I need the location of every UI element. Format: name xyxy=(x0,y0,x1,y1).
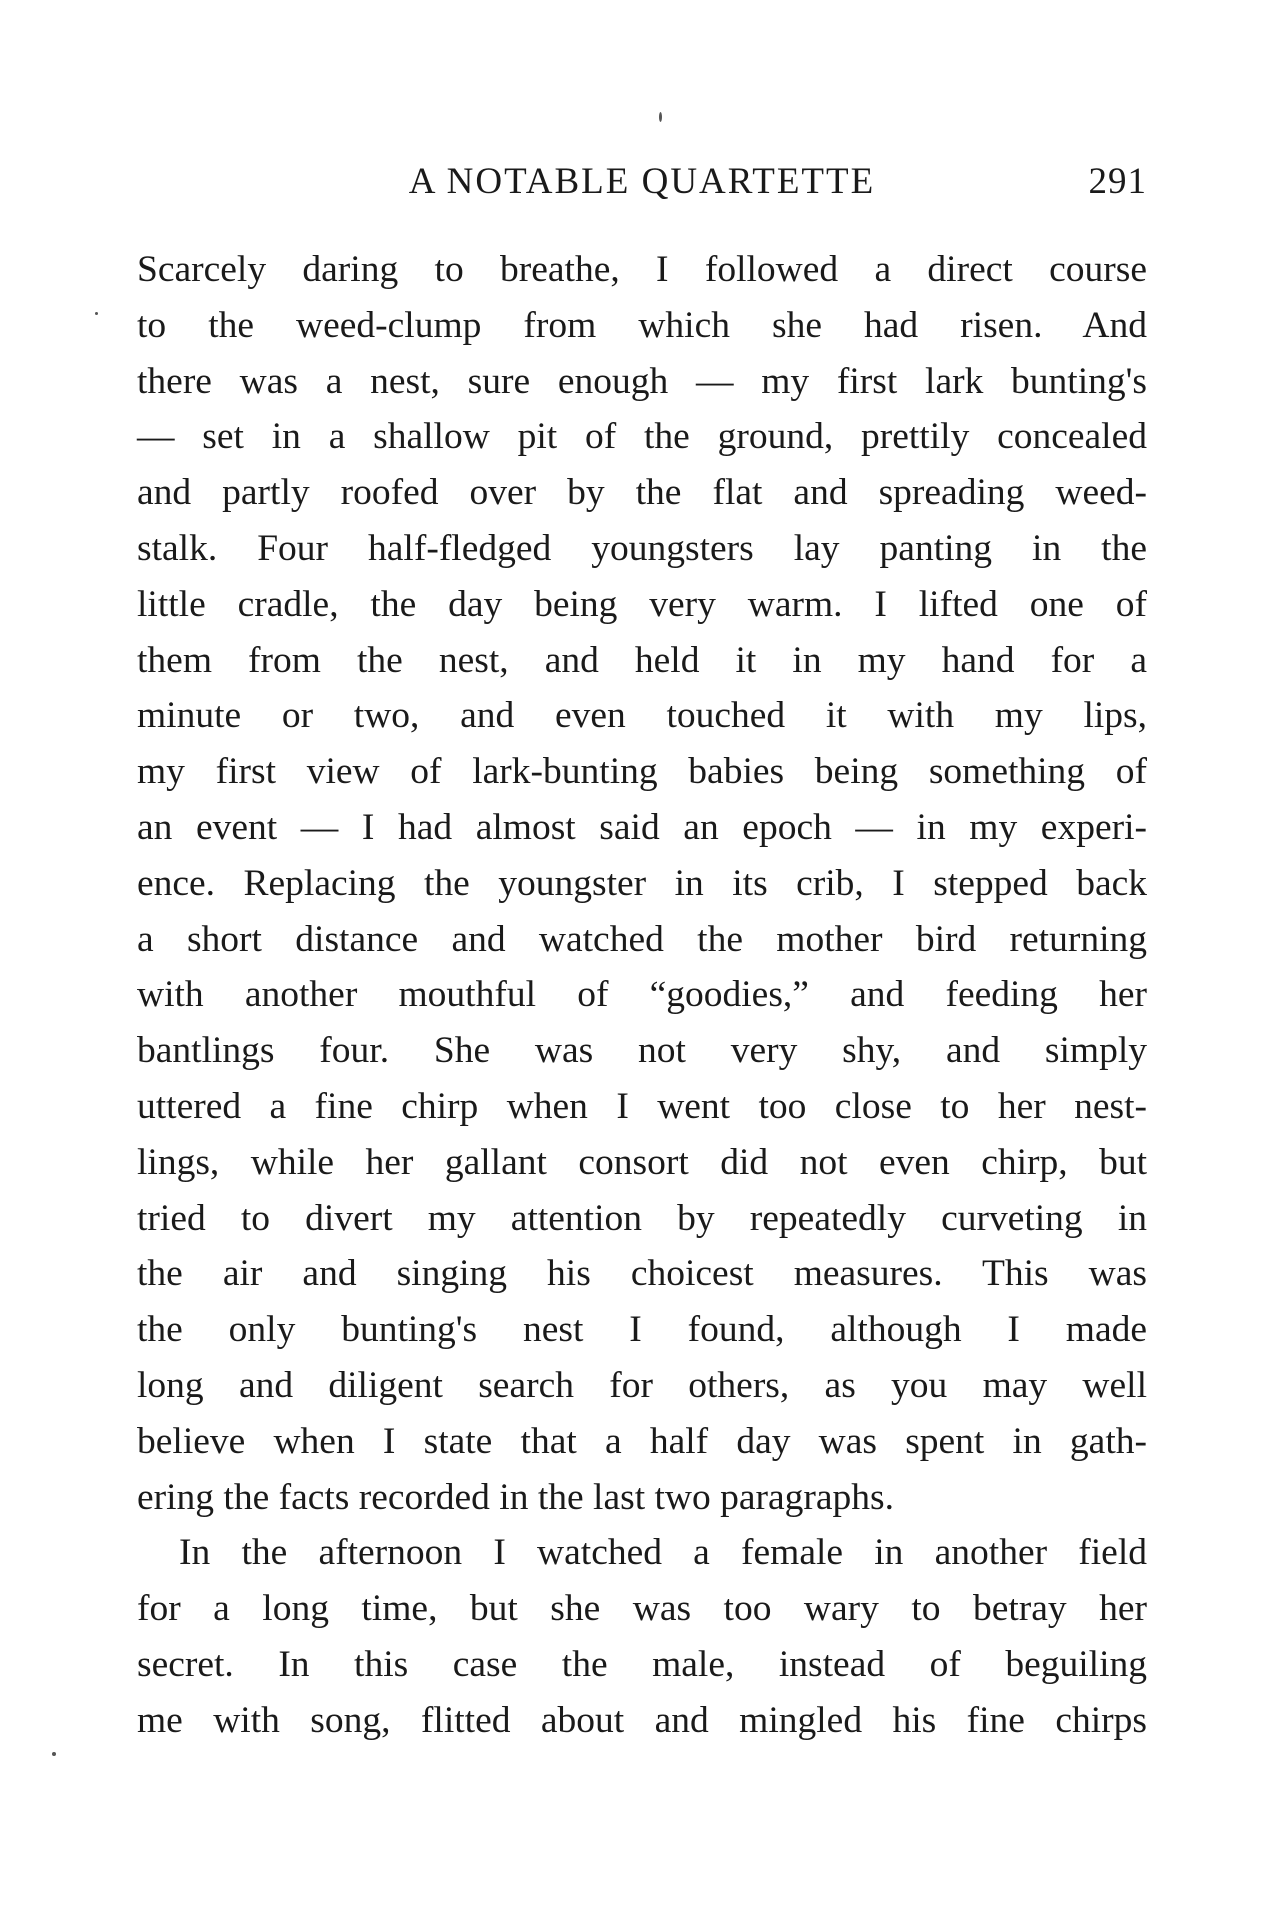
print-speck xyxy=(52,1752,56,1756)
text-line: minute or two, and even touched it with my lips, xyxy=(137,695,1147,737)
paragraph xyxy=(137,1525,1147,1748)
text-line: the only bunting's nest I found, although I made xyxy=(137,1309,1147,1351)
paragraph xyxy=(137,242,1147,1525)
body-text xyxy=(137,242,1147,1749)
text-line: with another mouthful of “goodies,” and feeding her xyxy=(137,974,1147,1016)
text-line: there was a nest, sure enough — my first lark bunting's xyxy=(137,360,1147,402)
text-line: my first view of lark-bunting babies being something of xyxy=(137,751,1147,793)
print-speck xyxy=(95,312,98,315)
text-line: little cradle, the day being very warm. I lifted one of xyxy=(137,583,1147,625)
text-line: In the afternoon I watched a female in another field xyxy=(179,1532,1147,1574)
text-line: stalk. Four half-fledged youngsters lay panting in the xyxy=(137,527,1147,569)
text-line: ering the facts recorded in the last two paragraphs. xyxy=(137,1476,894,1518)
text-line: lings, while her gallant consort did not even chirp, but xyxy=(137,1141,1147,1183)
text-line: an event — I had almost said an epoch — in my experi- xyxy=(137,806,1147,848)
text-line: secret. In this case the male, instead of beguiling xyxy=(137,1643,1147,1685)
text-line: a short distance and watched the mother bird returning xyxy=(137,918,1147,960)
page-header xyxy=(137,158,1147,206)
text-line: the air and singing his choicest measures. This was xyxy=(137,1253,1147,1295)
text-line: — set in a shallow pit of the ground, prettily concealed xyxy=(137,416,1147,458)
text-line: long and diligent search for others, as you may well xyxy=(137,1364,1147,1406)
text-line: and partly roofed over by the flat and spreading weed- xyxy=(137,472,1147,514)
text-line: to the weed-clump from which she had risen. And xyxy=(137,304,1147,346)
text-line: tried to divert my attention by repeatedly curveting in xyxy=(137,1197,1147,1239)
running-title: A NOTABLE QUARTETTE xyxy=(408,161,876,202)
page-number: 291 xyxy=(1088,161,1147,202)
text-line: believe when I state that a half day was spent in gath- xyxy=(137,1420,1147,1462)
text-line: uttered a fine chirp when I went too close to her nest- xyxy=(137,1085,1147,1127)
text-line: bantlings four. She was not very shy, and simply xyxy=(137,1030,1147,1072)
text-line: me with song, flitted about and mingled his fine chirps xyxy=(137,1699,1147,1741)
print-speck xyxy=(659,112,662,122)
text-line: them from the nest, and held it in my hand for a xyxy=(137,639,1147,681)
text-line: for a long time, but she was too wary to betray her xyxy=(137,1588,1147,1630)
text-line: ence. Replacing the youngster in its crib, I stepped back xyxy=(137,862,1147,904)
text-line: Scarcely daring to breathe, I followed a direct course xyxy=(137,249,1147,290)
